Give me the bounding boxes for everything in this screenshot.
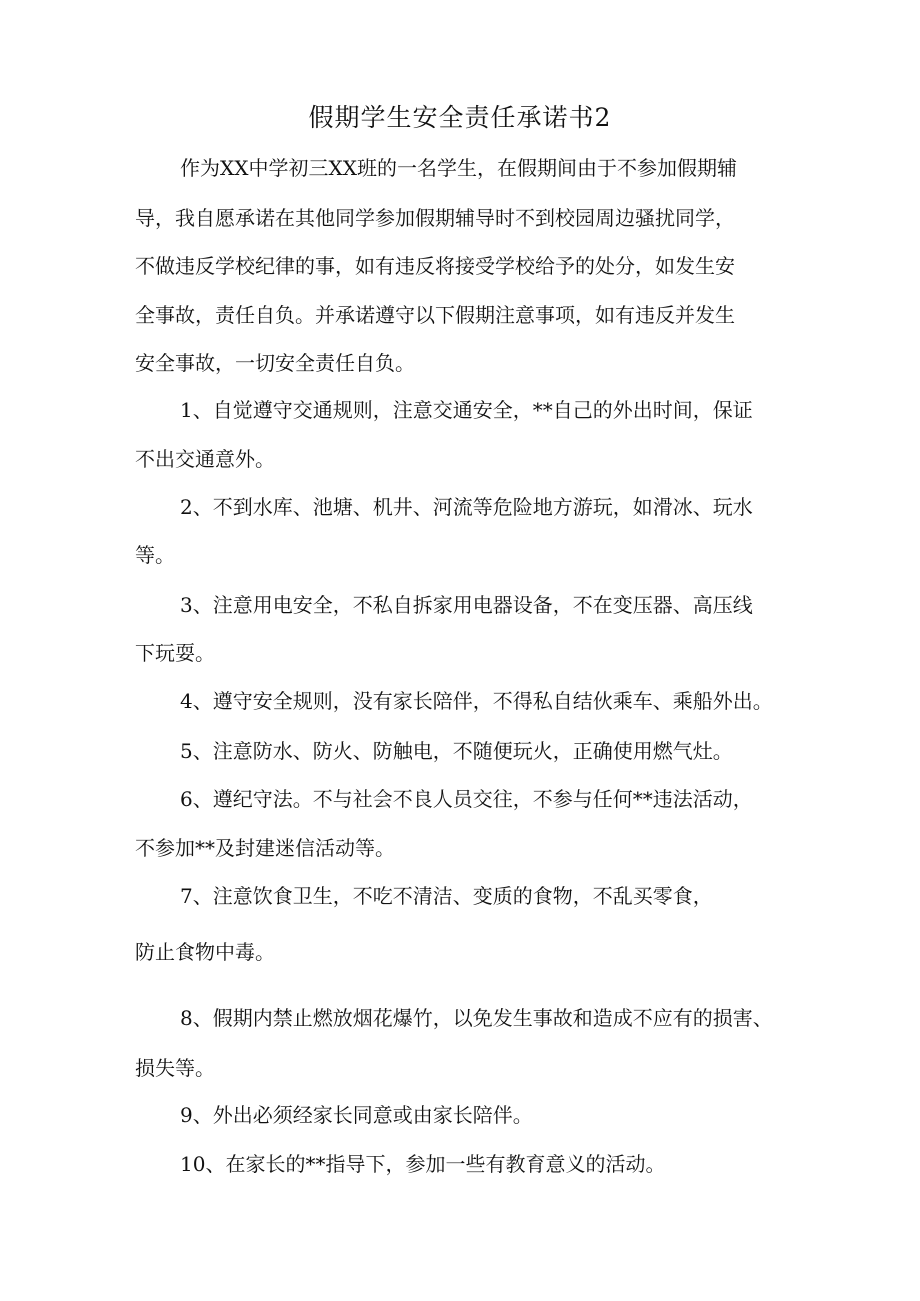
intro-line: 安全事故，一切安全责任自负。 [135,351,415,375]
list-item-3-cont: 下玩耍。 [135,641,215,665]
list-item-8-cont: 损失等。 [135,1056,215,1080]
list-item-1-cont: 不出交通意外。 [135,447,275,471]
intro-line: 作为XX中学初三XX班的一名学生，在假期间由于不参加假期辅 [180,156,737,180]
list-item-7-cont: 防止食物中毒。 [135,940,275,964]
document-title: 假期学生安全责任承诺书2 [308,103,612,132]
list-item-6: 6、遵纪守法。不与社会不良人员交往，不参与任何**违法活动， [180,787,753,811]
intro-line: 导，我自愿承诺在其他同学参加假期辅导时不到校园周边骚扰同学， [135,206,735,230]
list-item-5: 5、注意防水、防火、防触电，不随便玩火，正确使用燃气灶。 [180,739,733,763]
list-item-6-cont: 不参加**及封建迷信活动等。 [135,836,395,860]
list-item-3: 3、注意用电安全，不私自拆家用电器设备，不在变压器、高压线 [180,593,753,617]
list-item-9: 9、外出必须经家长同意或由家长陪伴。 [180,1103,533,1127]
list-item-7: 7、注意饮食卫生，不吃不清洁、变质的食物，不乱买零食， [180,884,713,908]
list-item-8: 8、假期内禁止燃放烟花爆竹，以免发生事故和造成不应有的损害、 [180,1006,773,1030]
list-item-2: 2、不到水库、池塘、机井、河流等危险地方游玩，如滑冰、玩水 [180,495,753,519]
intro-line: 全事故，责任自负。并承诺遵守以下假期注意事项，如有违反并发生 [135,303,735,327]
intro-line: 不做违反学校纪律的事，如有违反将接受学校给予的处分，如发生安 [135,254,735,278]
list-item-10: 10、在家长的**指导下，参加一些有教育意义的活动。 [180,1152,666,1176]
list-item-1: 1、自觉遵守交通规则，注意交通安全，**自己的外出时间，保证 [180,398,753,422]
list-item-2-cont: 等。 [135,543,175,567]
list-item-4: 4、遵守安全规则，没有家长陪伴，不得私自结伙乘车、乘船外出。 [180,689,773,713]
